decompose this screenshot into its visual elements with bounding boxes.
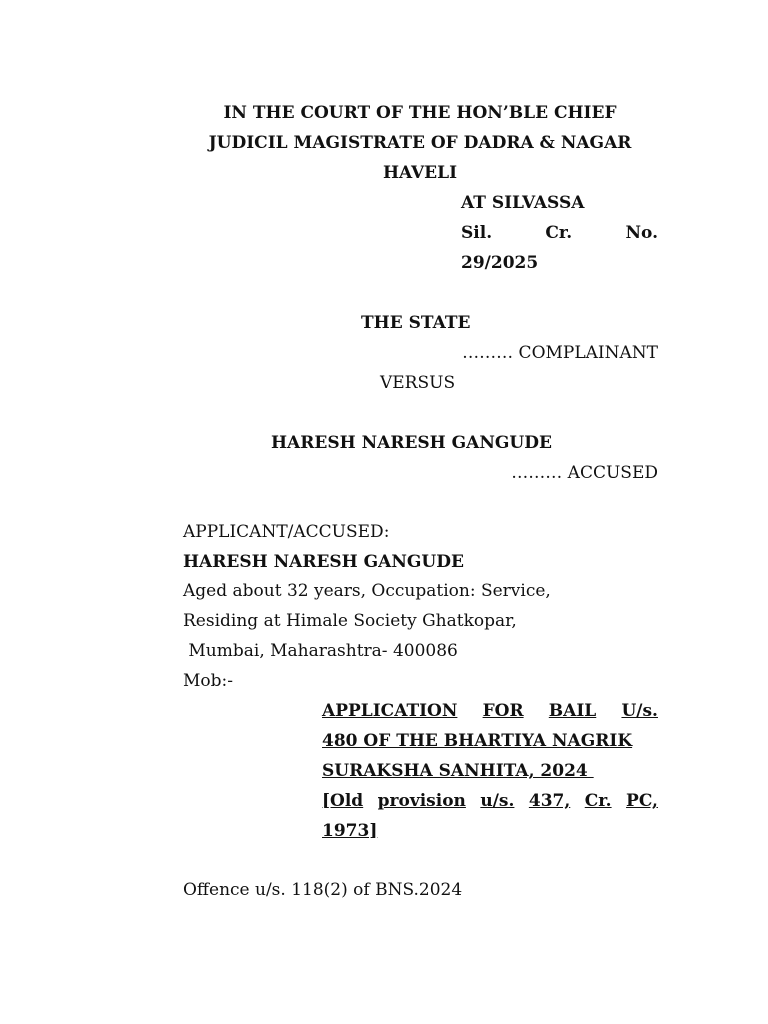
applicant-mobile: Mob:- bbox=[183, 671, 233, 691]
application-title-word: APPLICATION bbox=[322, 701, 458, 721]
applicant-heading: APPLICANT/ACCUSED: bbox=[183, 522, 390, 542]
accused-role: ……… ACCUSED bbox=[511, 463, 658, 483]
applicant-address-line-2: Mumbai, Maharashtra- 400086 bbox=[183, 641, 458, 661]
application-title-word: FOR bbox=[482, 701, 524, 721]
complainant-name: THE STATE bbox=[361, 313, 471, 333]
application-title-word: U/s. bbox=[621, 701, 658, 721]
application-title-line-5: 1973] bbox=[322, 821, 378, 841]
application-title-word: provision bbox=[377, 791, 466, 811]
complainant-role: ……… COMPLAINANT bbox=[462, 343, 658, 363]
application-title-word: u/s. bbox=[480, 791, 515, 811]
application-title-word: 437, bbox=[528, 791, 571, 811]
court-heading-line-2: JUDICIL MAGISTRATE OF DADRA & NAGAR bbox=[208, 133, 632, 153]
court-heading-line-1: IN THE COURT OF THE HON’BLE CHIEF bbox=[223, 103, 617, 123]
applicant-address-line-1: Residing at Himale Society Ghatkopar, bbox=[183, 611, 517, 631]
application-title-word: Cr. bbox=[584, 791, 612, 811]
accused-name: HARESH NARESH GANGUDE bbox=[271, 433, 552, 453]
application-title-line-1 bbox=[322, 696, 658, 726]
application-title-word: PC, bbox=[626, 791, 658, 811]
case-number-word: Cr. bbox=[545, 223, 573, 243]
application-title-word: BAIL bbox=[548, 701, 597, 721]
court-location: AT SILVASSA bbox=[461, 193, 585, 213]
case-number-line-2: 29/2025 bbox=[461, 253, 539, 273]
applicant-details: Aged about 32 years, Occupation: Service, bbox=[183, 581, 551, 601]
case-number-line-1 bbox=[461, 218, 658, 248]
application-title-line-2: 480 OF THE BHARTIYA NAGRIK bbox=[322, 731, 633, 751]
versus-label: VERSUS bbox=[380, 373, 456, 393]
case-number-word: No. bbox=[625, 223, 658, 243]
court-heading-line-3: HAVELI bbox=[382, 163, 458, 183]
offence-line: Offence u/s. 118(2) of BNS.2024 bbox=[183, 880, 463, 900]
applicant-name: HARESH NARESH GANGUDE bbox=[183, 552, 464, 572]
application-title-word: [Old bbox=[322, 791, 364, 811]
application-title-line-4 bbox=[322, 786, 658, 816]
case-number-word: Sil. bbox=[461, 223, 493, 243]
application-title-line-3: SURAKSHA SANHITA, 2024 bbox=[322, 761, 594, 781]
